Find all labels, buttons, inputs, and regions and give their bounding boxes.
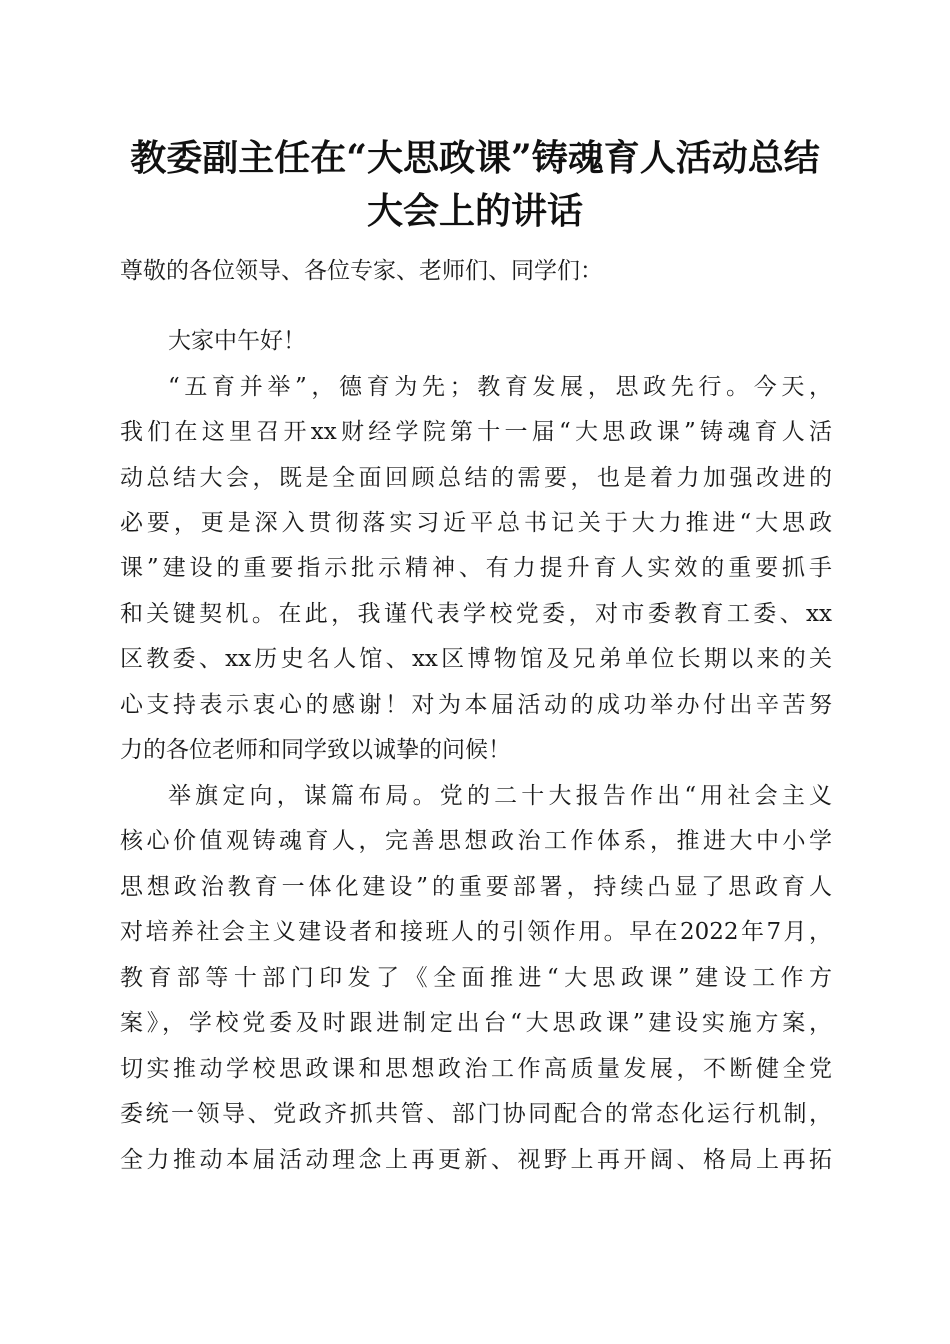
paragraph-1-line: 区教委、xx历史名人馆、xx区博物馆及兄弟单位长期以来的关 xyxy=(120,646,832,672)
paragraph-2-line: 举旗定向，谋篇布局。党的二十大报告作出“用社会主义 xyxy=(168,783,832,809)
paragraph-1-line: 和关键契机。在此，我谨代表学校党委，对市委教育工委、xx xyxy=(120,601,832,627)
document-title-line-1: 教委副主任在“大思政课”铸魂育人活动总结 xyxy=(130,137,820,179)
paragraph-1-line: 动总结大会，既是全面回顾总结的需要，也是着力加强改进的 xyxy=(120,465,832,491)
paragraph-2-line: 案》，学校党委及时跟进制定出台“大思政课”建设实施方案， xyxy=(120,1010,832,1036)
paragraph-1-line: 必要，更是深入贯彻落实习近平总书记关于大力推进“大思政 xyxy=(120,510,832,536)
paragraph-1-line: 心支持表示衷心的感谢！对为本届活动的成功举办付出辛苦努 xyxy=(120,692,832,718)
paragraph-2-line: 全力推动本届活动理念上再更新、视野上再开阔、格局上再拓 xyxy=(120,1147,832,1173)
paragraph-1-line: 课”建设的重要指示批示精神、有力提升育人实效的重要抓手 xyxy=(120,555,832,581)
paragraph-2-line: 切实推动学校思政课和思想政治工作高质量发展，不断健全党 xyxy=(120,1056,832,1082)
paragraph-2-line: 教育部等十部门印发了《全面推进“大思政课”建设工作方 xyxy=(120,965,832,991)
paragraph-2-line: 对培养社会主义建设者和接班人的引领作用。早在2022年7月， xyxy=(120,919,832,945)
paragraph-2-line: 委统一领导、党政齐抓共管、部门协同配合的常态化运行机制， xyxy=(120,1101,832,1127)
greeting: 大家中午好！ xyxy=(168,328,306,354)
paragraph-2-line: 核心价值观铸魂育人，完善思想政治工作体系，推进大中小学 xyxy=(120,828,832,854)
salutation: 尊敬的各位领导、各位专家、老师们、同学们： xyxy=(120,258,603,284)
paragraph-1-line: 力的各位老师和同学致以诚挚的问候！ xyxy=(120,737,511,763)
paragraph-1-line: “五育并举”，德育为先；教育发展，思政先行。今天， xyxy=(168,374,832,400)
document-title-line-2: 大会上的讲话 xyxy=(366,190,583,232)
paragraph-2-line: 思想政治教育一体化建设”的重要部署，持续凸显了思政育人 xyxy=(120,874,832,900)
paragraph-1-line: 我们在这里召开xx财经学院第十一届“大思政课”铸魂育人活 xyxy=(120,419,832,445)
